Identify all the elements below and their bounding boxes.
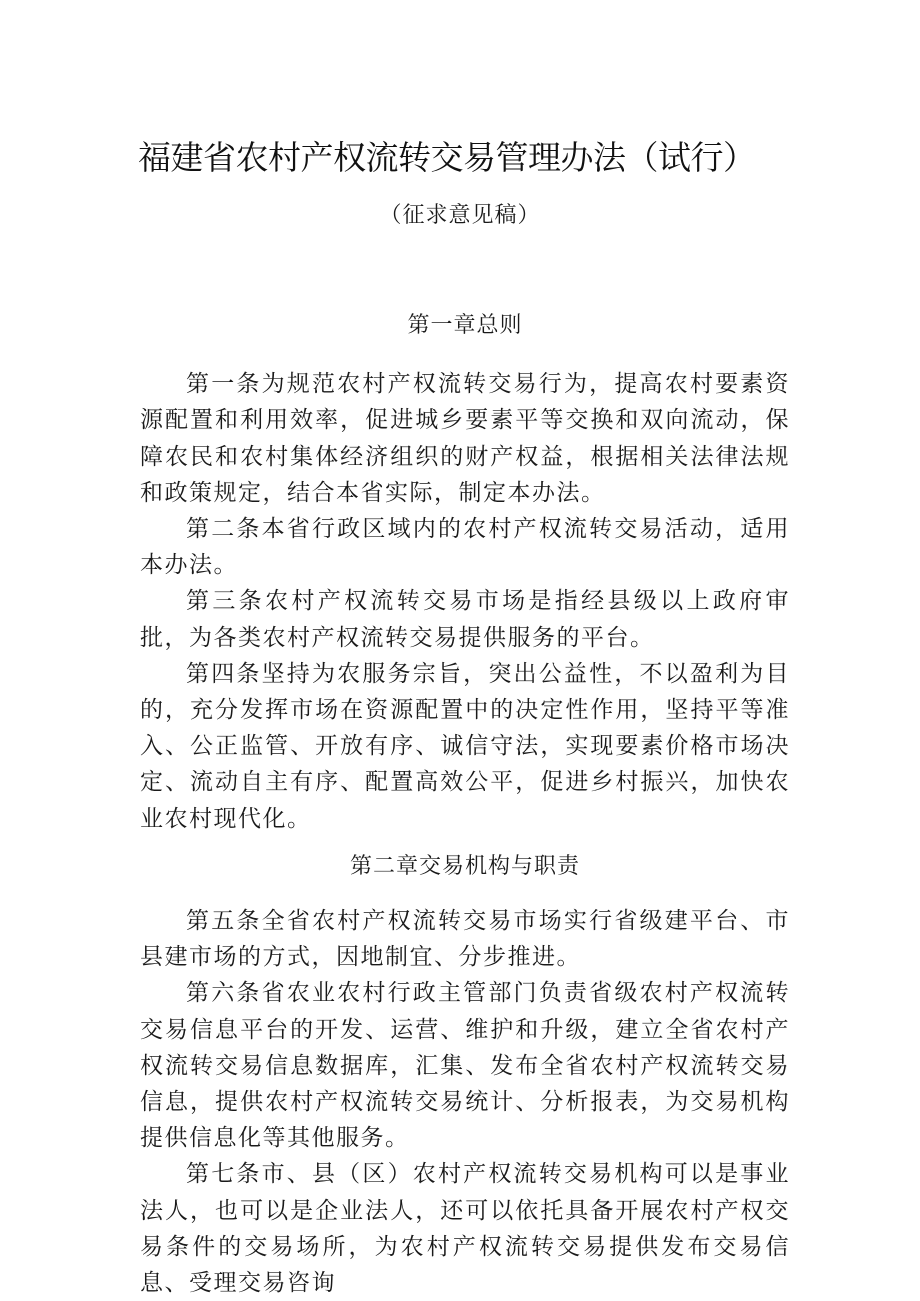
article-paragraph: 第六条省农业农村行政主管部门负责省级农村产权流转交易信息平台的开发、运营、维护和升级，建立全省农村产权流转交易信息数据库，汇集、发布全省农村产权流转交易信息，提供农村产权流转交易统计、分析报表，为交易机构提供信息化等其他服务。: [140, 980, 790, 1152]
chapter-heading: 第一章总则: [407, 313, 523, 338]
document-subtitle: （征求意见稿）: [379, 203, 541, 228]
article-paragraph: 第二条本省行政区域内的农村产权流转交易活动，适用本办法。: [140, 516, 790, 579]
article-paragraph: 第四条坚持为农服务宗旨，突出公益性，不以盈利为目的，充分发挥市场在资源配置中的决定性作用，坚持平等准入、公正监管、开放有序、诚信守法，实现要素价格市场决定、流动自主有序、配置高效公平，促进乡村振兴，加快农业农村现代化。: [140, 660, 790, 832]
article-paragraph: 第三条农村产权流转交易市场是指经县级以上政府审批，为各类农村产权流转交易提供服务的平台。: [140, 588, 790, 651]
article-paragraph: 第一条为规范农村产权流转交易行为，提高农村要素资源配置和利用效率，促进城乡要素平等交换和双向流动，保障农民和农村集体经济组织的财产权益，根据相关法律法规和政策规定，结合本省实际，制定本办法。: [140, 371, 790, 506]
document-title: 福建省农村产权流转交易管理办法（试行）: [138, 138, 756, 177]
chapter-heading: 第二章交易机构与职责: [349, 853, 580, 879]
article-paragraph: 第七条市、县（区）农村产权流转交易机构可以是事业法人，也可以是企业法人，还可以依托具备开展农村产权交易条件的交易场所，为农村产权流转交易提供发布交易信息、受理交易咨询: [140, 1161, 790, 1297]
document-body: [140, 308, 790, 1301]
article-paragraph: 第五条全省农村产权流转交易市场实行省级建平台、市县建市场的方式，因地制宜、分步推进。: [140, 908, 790, 971]
